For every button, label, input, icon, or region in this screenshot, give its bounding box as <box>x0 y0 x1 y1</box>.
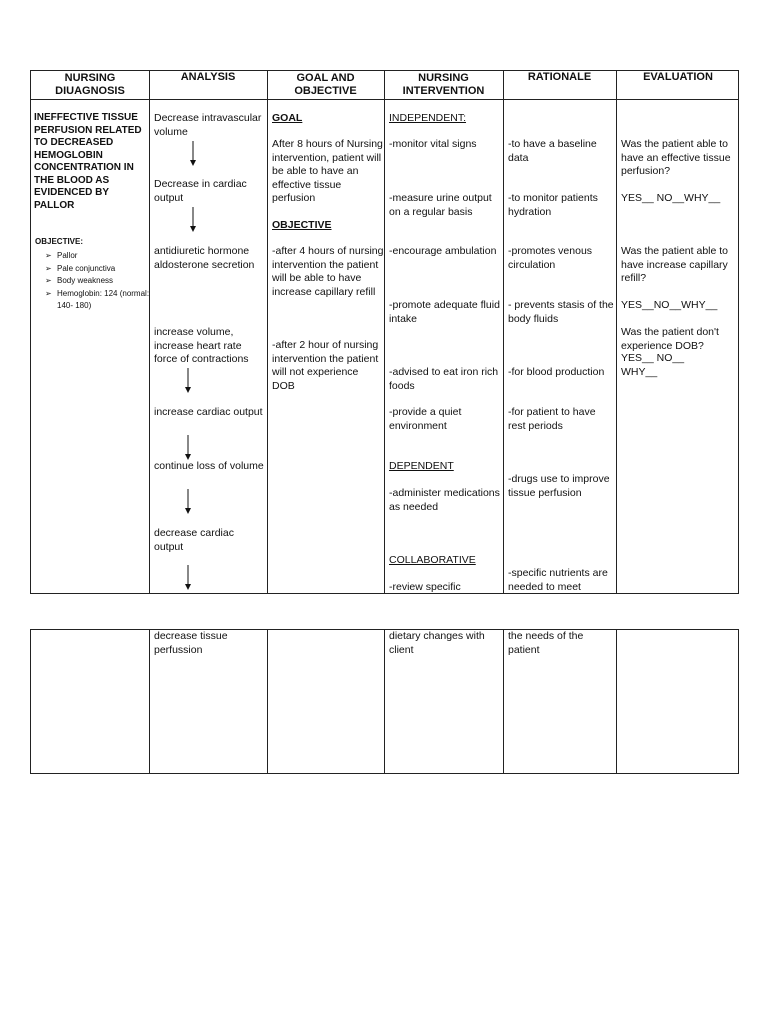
objective-label: OBJECTIVE <box>272 219 332 231</box>
analysis-step: antidiuretic hormone aldosterone secretion <box>154 245 255 271</box>
column-divider <box>384 71 385 593</box>
down-arrow-icon <box>183 565 193 591</box>
collaborative-label: COLLABORATIVE <box>389 554 476 566</box>
rationale-item: -promotes venous circulation <box>508 245 593 271</box>
column-divider <box>149 71 150 593</box>
analysis-step: Decrease in cardiac output <box>154 178 247 204</box>
intervention-item: -monitor vital signs <box>389 138 477 150</box>
column-divider <box>616 630 617 773</box>
list-item: ➢ Pallor <box>45 250 152 263</box>
care-plan-table-continued <box>30 629 739 774</box>
evaluation-answer: WHY__ <box>621 366 658 378</box>
diagnosis-objective-list <box>45 250 152 313</box>
header-analysis: ANALYSIS <box>180 71 236 83</box>
column-divider <box>616 71 617 593</box>
goal-label: GOAL <box>272 112 303 124</box>
intervention-item: -advised to eat iron rich foods <box>389 366 499 392</box>
header-goal-objective: GOAL AND OBJECTIVE <box>294 72 357 97</box>
column-divider <box>503 630 504 773</box>
intervention-item: -administer medications as needed <box>389 487 500 513</box>
list-item: ➢ Pale conjunctiva <box>45 263 152 276</box>
header-nursing-diagnosis: NURSING DIUAGNOSIS <box>55 72 125 97</box>
rationale-item: -for blood production <box>508 366 605 378</box>
care-plan-table <box>30 70 739 594</box>
rationale-item: -for patient to have rest periods <box>508 406 596 432</box>
intervention-item: -encourage ambulation <box>389 245 497 257</box>
rationale-item: -to monitor patients hydration <box>508 192 598 218</box>
intervention-item: -provide a quiet environment <box>389 406 462 432</box>
column-divider <box>384 630 385 773</box>
list-item: ➢ Body weakness <box>45 275 152 288</box>
independent-label: INDEPENDENT: <box>389 112 467 124</box>
down-arrow-icon <box>183 368 193 394</box>
evaluation-question: Was the patient able to have increase capillary refill? <box>621 245 729 284</box>
rationale-item: the needs of the patient <box>508 630 584 656</box>
column-divider <box>149 630 150 773</box>
intervention-item: -promote adequate fluid intake <box>389 299 500 325</box>
evaluation-answer: YES__NO__WHY__ <box>621 299 718 311</box>
analysis-step: increase volume, increase heart rate force of contractions <box>154 326 249 365</box>
intervention-item: dietary changes with client <box>389 630 485 656</box>
analysis-step: decrease tissue perfussion <box>154 630 228 656</box>
evaluation-answer: YES__ NO__WHY__ <box>621 192 721 204</box>
analysis-step: continue loss of volume <box>154 460 264 472</box>
intervention-item: -review specific <box>389 581 461 593</box>
header-nursing-intervention: NURSING INTERVENTION <box>402 72 485 97</box>
rationale-item: -drugs use to improve tissue perfusion <box>508 473 610 499</box>
objective-item: -after 2 hour of nursing intervention the patient will not experience DOB <box>272 339 379 392</box>
header-rationale: RATIONALE <box>527 71 592 83</box>
analysis-step: decrease cardiac output <box>154 527 234 553</box>
column-divider <box>503 71 504 593</box>
goal-text: After 8 hours of Nursing intervention, patient will be able to have an effective tissue perfusion <box>272 138 383 204</box>
evaluation-question: Was the patient don't experience DOB? <box>621 326 719 352</box>
column-divider <box>267 71 268 593</box>
rationale-item: -specific nutrients are needed to meet <box>508 567 608 593</box>
down-arrow-icon <box>188 207 198 233</box>
header-divider <box>31 99 738 100</box>
diagnosis-title: INEFFECTIVE TISSUE PERFUSION RELATED TO DECREASED HEMOGLOBIN CONCENTRATION IN THE BLOOD AS EVIDENCED BY PALLOR <box>34 112 142 211</box>
evaluation-question: Was the patient able to have an effective tissue perfusion? <box>621 138 731 177</box>
down-arrow-icon <box>183 435 193 461</box>
analysis-step: increase cardiac output <box>154 406 263 418</box>
down-arrow-icon <box>183 489 193 515</box>
list-item: ➢ Hemoglobin: 124 (normal: 140- 180) <box>45 288 152 313</box>
dependent-label: DEPENDENT <box>389 460 454 472</box>
evaluation-answer: YES__ NO__ <box>621 352 685 364</box>
column-divider <box>267 630 268 773</box>
rationale-item: -to have a baseline data <box>508 138 597 164</box>
analysis-step: Decrease intravascular volume <box>154 112 262 138</box>
rationale-item: - prevents stasis of the body fluids <box>508 299 614 325</box>
down-arrow-icon <box>188 141 198 167</box>
header-evaluation: EVALUATION <box>643 71 713 83</box>
intervention-item: -measure urine output on a regular basis <box>389 192 492 218</box>
diagnosis-objective-label: OBJECTIVE: <box>35 237 84 246</box>
objective-item: -after 4 hours of nursing intervention the patient will be able to have increase capillary refill <box>272 245 384 298</box>
